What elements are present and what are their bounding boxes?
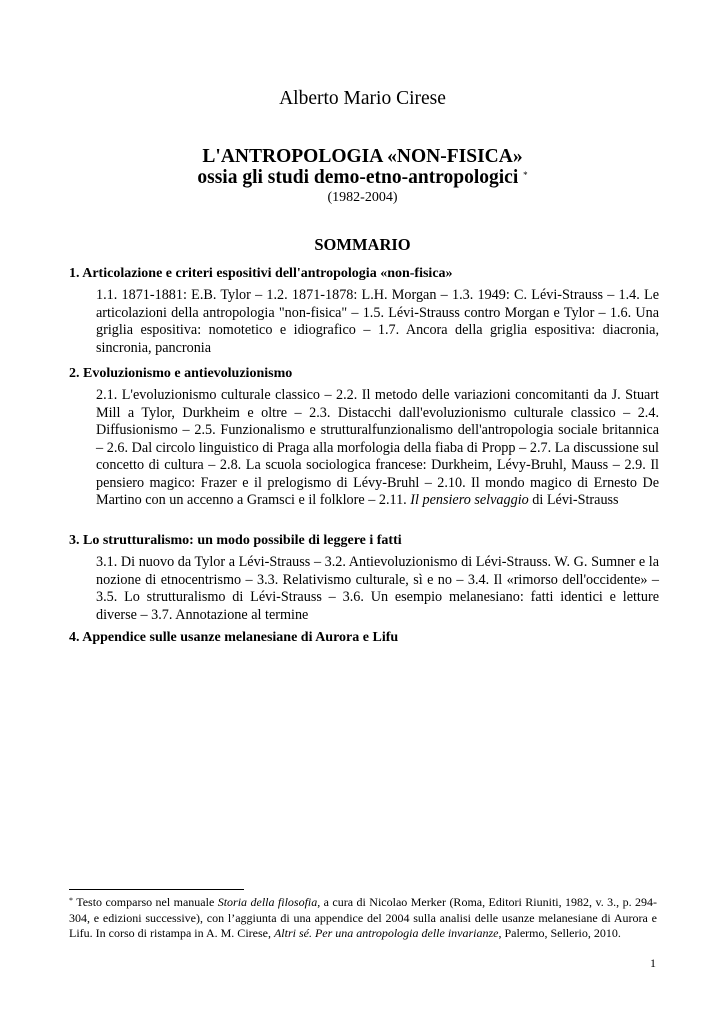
footnote-text: , Palermo, Sellerio, 2010. xyxy=(498,926,621,940)
subtitle-text: ossia gli studi demo-etno-antropologici xyxy=(197,167,519,188)
footnote-text: Testo comparso nel manuale xyxy=(73,895,218,909)
section-3 xyxy=(69,532,659,624)
section-body: 3.1. Di nuovo da Tylor a Lévi-Strauss – 3.2. Antievoluzionismo di Lévi-Strauss. W. G. Sumner e la nozione di etnocentrismo – 3.3. Relativismo culturale, sì e no – 3.4. Il «rimorso dell'occidente» – 3.5. Lo strutturalismo di Lévi-Strauss – 3.6. Un esempio melanesiano: fatti identici e letture diverse – 3.7. Annotazione al termine xyxy=(96,554,659,623)
summary-heading: SOMMARIO xyxy=(314,235,411,254)
book-title-italic: Il pensiero selvaggio xyxy=(410,492,529,508)
section-body xyxy=(96,387,659,510)
section-heading: 1. Articolazione e criteri espositivi dell'antropologia «non-fisica» xyxy=(69,266,453,281)
section-2 xyxy=(69,365,659,510)
document-subtitle xyxy=(0,166,725,189)
footnote-marker: * xyxy=(69,896,73,905)
footnote-divider xyxy=(69,889,244,890)
section-heading: 2. Evoluzionismo e antievoluzionismo xyxy=(69,366,293,381)
section-body-text: 2.1. L'evoluzionismo culturale classico – 2.2. Il metodo delle variazioni concomitanti da J. Stuart Mill a Tylor, Durkheim e oltre – 2.3. Distacchi dall'evoluzionismo culturale classico – 2.4. Diffusionismo – 2.5. Funzionalismo e strutturalfunzionalismo dell'antropologia sociale britannica – 2.6. Dal circolo linguistico di Praga alla morfologia della fiaba di Propp – 2.7. La discussione sul concetto di cultura – 2.8. La scuola sociologica francese: Durkheim, Lévy-Bruhl, Mauss – 2.9. Il pensiero magico: Frazer e il prelogismo di Lévy-Bruhl – 2.10. Il mondo magico di Ernesto De Martino con un accenno a Gramsci e il folklore – 2.11. xyxy=(96,387,659,508)
section-body-text: di Lévi-Strauss xyxy=(528,492,619,508)
document-years: (1982-2004) xyxy=(327,190,398,205)
section-4 xyxy=(69,629,659,646)
page-number: 1 xyxy=(650,956,656,970)
footnote-italic: Altri sé. Per una antropologia delle invarianze xyxy=(273,926,499,940)
footnote-italic: Storia della filosofia xyxy=(217,895,318,909)
footnote-reference-marker[interactable]: * xyxy=(523,170,528,180)
footnote-text: , a cura di Nicolao Merker (Roma, Editori Riuniti, 1982, v. 3., p. 294-304, e edizioni successive), con l’aggiunta di una appendice del 2004 sulla analisi delle usanze melanesiane di Aurora e Lifu. In corso di ristampa in A. M. Cirese, xyxy=(69,895,657,940)
footnote xyxy=(69,895,657,942)
author-name: Alberto Mario Cirese xyxy=(279,88,446,109)
document-title: L'ANTROPOLOGIA «NON-FISICA» xyxy=(202,146,523,167)
section-body: 1.1. 1871-1881: E.B. Tylor – 1.2. 1871-1878: L.H. Morgan – 1.3. 1949: C. Lévi-Strauss – 1.4. Le articolazioni della antropologia "non-fisica" – 1.5. Lévi-Strauss contro Morgan e Tylor – 1.6. Una griglia espositiva: nomotetico e idiografico – 1.7. Ancora della griglia espositiva: diacronia, sincronia, pancronia xyxy=(96,287,659,356)
section-1 xyxy=(69,265,659,357)
section-heading: 3. Lo strutturalismo: un modo possibile di leggere i fatti xyxy=(69,533,402,548)
section-heading: 4. Appendice sulle usanze melanesiane di Aurora e Lifu xyxy=(69,630,399,645)
